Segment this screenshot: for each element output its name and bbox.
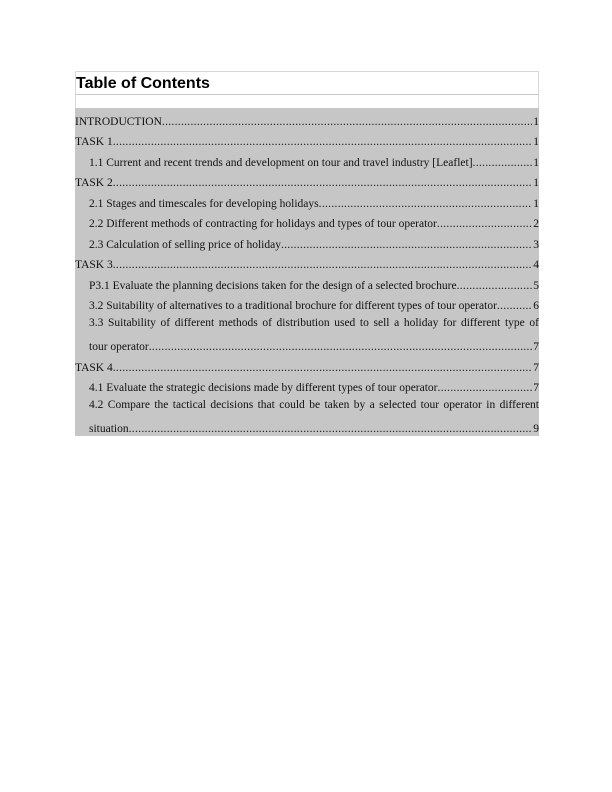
- toc-entry-text: 4.1 Evaluate the strategic decisions made by different types of tour operator: [89, 382, 438, 394]
- dot-leader: [319, 197, 533, 211]
- dot-leader: [129, 422, 533, 436]
- toc-page-number: 7: [533, 341, 539, 353]
- toc-entry-text: TASK 3: [75, 259, 113, 271]
- dot-leader: [113, 176, 533, 190]
- toc-page-number: 3: [533, 238, 539, 251]
- toc-entry-text-continued: [89, 416, 539, 437]
- toc-entry-text: 3.3 Suitability of different methods of distribution used to sell a holiday for different type of: [89, 317, 539, 329]
- dot-leader: [149, 340, 533, 354]
- dot-leader: [113, 258, 533, 272]
- toc-entry-4-1[interactable]: [75, 375, 539, 396]
- toc-page-number: 5: [533, 279, 539, 292]
- dot-leader: [281, 238, 532, 252]
- toc-entry-text: 2.3 Calculation of selling price of holiday: [89, 238, 281, 251]
- toc-entries: [75, 108, 539, 436]
- toc-entry-2-2[interactable]: [75, 211, 539, 232]
- toc-entry-text: INTRODUCTION: [75, 115, 162, 128]
- dot-leader: [113, 135, 533, 149]
- toc-page-number: 4: [533, 259, 539, 271]
- toc-entry-text: 2.2 Different methods of contracting for holidays and types of tour operator: [89, 218, 437, 230]
- toc-entry-text: 4.2 Compare the tactical decisions that could be taken by a selected tour operator in different: [89, 399, 539, 411]
- toc-entry-3-2[interactable]: [75, 293, 539, 314]
- toc-page-number: 1: [533, 177, 539, 189]
- toc-page-number: 1: [533, 156, 539, 169]
- table-of-contents: [75, 71, 539, 436]
- toc-page-number: 6: [533, 300, 539, 312]
- dot-leader: [438, 381, 533, 395]
- toc-entry-text: TASK 1: [75, 136, 113, 148]
- toc-entry-3-3[interactable]: [75, 313, 539, 354]
- toc-entry-p3-1[interactable]: [75, 272, 539, 293]
- toc-entry-2-1[interactable]: [75, 190, 539, 211]
- toc-entry-task-2[interactable]: [75, 170, 539, 191]
- toc-page-number: 7: [533, 382, 539, 394]
- toc-entry-text: 1.1 Current and recent trends and development on tour and travel industry [Leaflet]: [89, 156, 473, 169]
- toc-entry-text: tour operator: [89, 341, 149, 353]
- toc-page-number: 7: [533, 361, 539, 374]
- toc-entry-task-4[interactable]: [75, 354, 539, 375]
- toc-entry-text: 2.1 Stages and timescales for developing holidays: [89, 197, 319, 210]
- toc-page-number: 1: [533, 197, 539, 210]
- toc-page-number: 1: [533, 115, 539, 128]
- dot-leader: [113, 361, 533, 375]
- toc-title: Table of Contents: [76, 75, 210, 92]
- toc-page-number: 9: [533, 423, 539, 435]
- dot-leader: [473, 156, 533, 170]
- dot-leader: [457, 279, 533, 293]
- toc-entry-text: TASK 4: [75, 361, 113, 374]
- toc-entry-text: situation: [89, 423, 129, 435]
- toc-entry-1-1[interactable]: [75, 149, 539, 170]
- toc-entry-introduction[interactable]: [75, 108, 539, 129]
- toc-page-number: 1: [533, 136, 539, 148]
- toc-page-number: 2: [533, 218, 539, 230]
- dot-leader: [437, 217, 532, 231]
- title-rule: [76, 94, 538, 95]
- dot-leader: [162, 115, 532, 129]
- toc-entry-task-1[interactable]: [75, 129, 539, 150]
- toc-entry-task-3[interactable]: [75, 252, 539, 273]
- toc-entry-4-2[interactable]: [75, 395, 539, 436]
- toc-entry-2-3[interactable]: [75, 231, 539, 252]
- toc-entry-text: TASK 2: [75, 177, 113, 189]
- toc-entry-text-continued: [89, 334, 539, 355]
- toc-header: [75, 71, 539, 108]
- toc-entry-text: P3.1 Evaluate the planning decisions taken for the design of a selected brochure: [89, 279, 457, 292]
- toc-entry-text: 3.2 Suitability of alternatives to a traditional brochure for different types of tour operator: [89, 300, 497, 312]
- dot-leader: [497, 299, 532, 313]
